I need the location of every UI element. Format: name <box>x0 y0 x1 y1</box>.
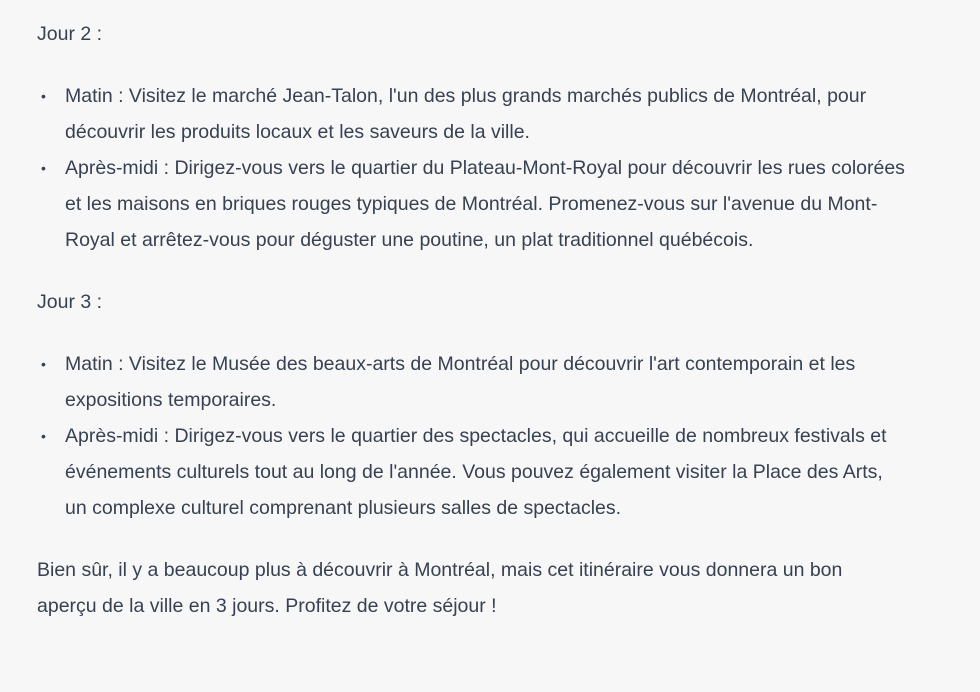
closing-paragraph: Bien sûr, il y a beaucoup plus à découvrir à Montréal, mais cet itinéraire vous donnera un bon aperçu de la ville en 3 jours. Profitez de votre séjour ! <box>37 559 843 617</box>
list-item-text: Après-midi : Dirigez-vous vers le quartier des spectacles, qui accueille de nombreux festivals et événements culturels tout au long de l'année. Vous pouvez également visiter la Place des Arts, un complexe culturel comprenant plusieurs salles de spectacles. <box>65 425 887 519</box>
day-3-list <box>37 346 905 526</box>
bullet-icon: • <box>41 356 46 372</box>
day-2-list <box>37 78 905 258</box>
list-item <box>37 78 905 150</box>
list-item-text: Matin : Visitez le Musée des beaux-arts de Montréal pour découvrir l'art contemporain et les expositions temporaires. <box>65 353 856 411</box>
list-item <box>37 418 905 526</box>
bullet-icon: • <box>41 88 46 104</box>
list-item-text: Matin : Visitez le marché Jean-Talon, l'un des plus grands marchés publics de Montréal, pour découvrir les produits locaux et les saveurs de la ville. <box>65 85 867 143</box>
list-item-text: Après-midi : Dirigez-vous vers le quartier du Plateau-Mont-Royal pour découvrir les rues colorées et les maisons en briques rouges typiques de Montréal. Promenez-vous sur l'avenue du Mont-Royal et arrêtez-vous pour déguster une poutine, un plat traditionnel québécois. <box>65 157 905 251</box>
day-3-heading: Jour 3 : <box>37 291 103 313</box>
list-item <box>37 150 905 258</box>
bullet-icon: • <box>41 428 46 444</box>
list-item <box>37 346 905 418</box>
day-2-heading: Jour 2 : <box>37 23 103 45</box>
bullet-icon: • <box>41 160 46 176</box>
